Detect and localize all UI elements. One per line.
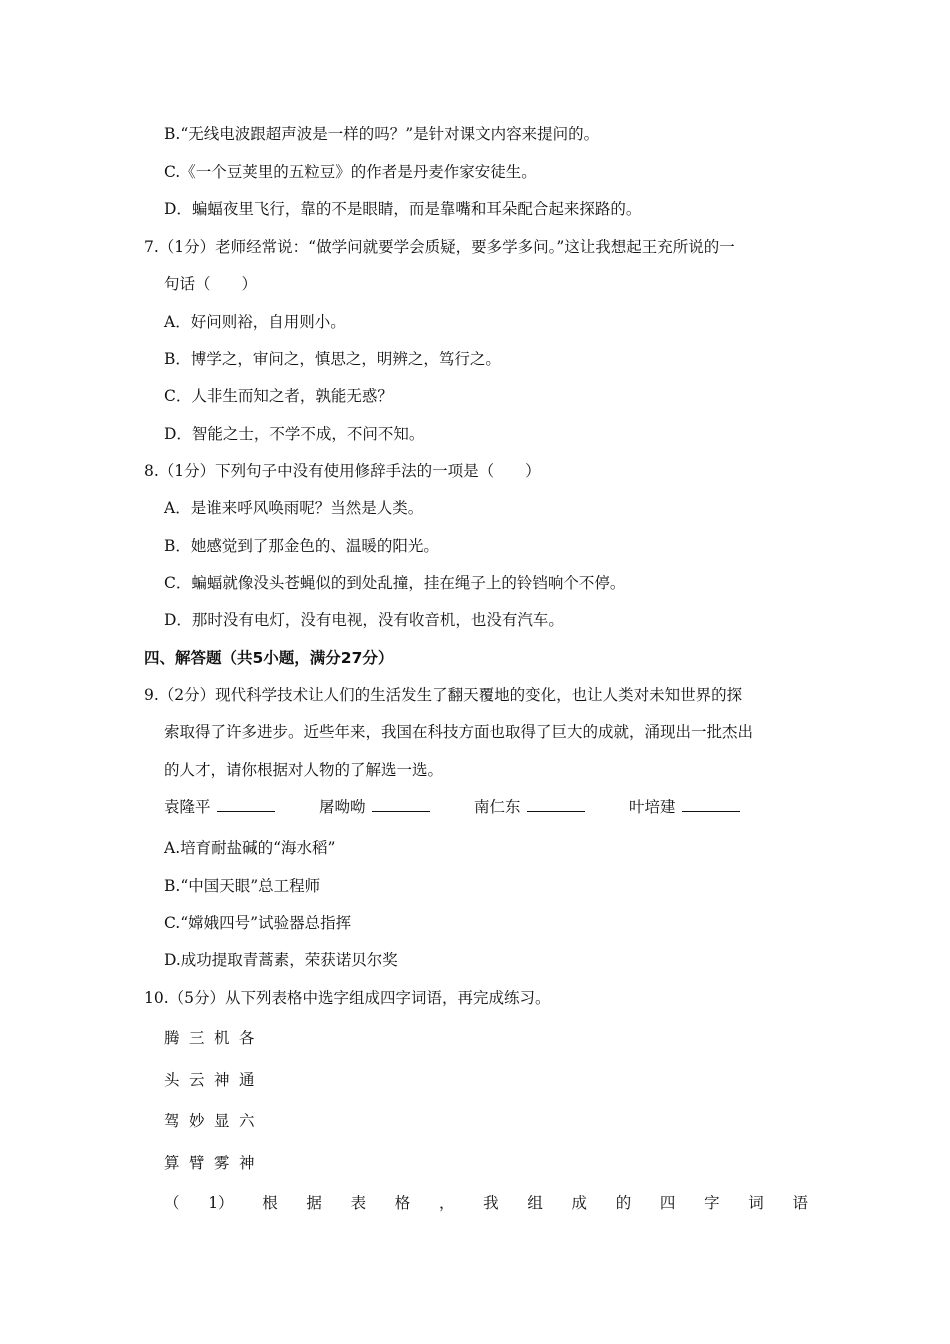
grid-char: 云 — [189, 1071, 205, 1089]
grid-char: 雾 — [214, 1154, 230, 1172]
grid-char: 机 — [214, 1029, 230, 1047]
grid-char: 算 — [164, 1154, 180, 1172]
q8-stem: 8.（1分）下列句子中没有使用修辞手法的一项是（ ） — [144, 462, 541, 480]
grid-char: 驾 — [164, 1112, 180, 1130]
person-name: 叶培建 — [629, 798, 676, 816]
sub1-char: 我 — [483, 1194, 499, 1212]
character-grid-row — [164, 1111, 264, 1131]
character-grid-row — [164, 1153, 264, 1173]
q8-option-c: C．蝙蝠就像没头苍蝇似的到处乱撞，挂在绳子上的铃铛响个不停。 — [164, 574, 626, 592]
q10-stem: 10.（5分）从下列表格中选字组成四字词语，再完成练习。 — [144, 989, 551, 1007]
q9-name-item — [474, 797, 629, 817]
sub1-char: （ — [164, 1194, 180, 1212]
q9-name-row — [164, 797, 784, 817]
q9-stem-line3: 的人才，请你根据对人物的了解选一选。 — [164, 761, 444, 779]
grid-char: 神 — [214, 1071, 230, 1089]
sub1-char: 词 — [748, 1194, 764, 1212]
q9-name-item — [319, 797, 474, 817]
q7-option-c: C．人非生而知之者，孰能无惑？ — [164, 387, 393, 405]
character-grid-row — [164, 1070, 264, 1090]
q9-stem-line2: 索取得了许多进步。近些年来，我国在科技方面也取得了巨大的成就，涌现出一批杰出 — [164, 723, 754, 741]
grid-char: 神 — [239, 1154, 255, 1172]
q6-option-c: C.《一个豆荚里的五粒豆》的作者是丹麦作家安徒生。 — [164, 163, 537, 181]
q9-name-item — [629, 797, 784, 817]
q10-sub1-line — [164, 1193, 808, 1213]
q9-option-b: B.“中国天眼”总工程师 — [164, 877, 321, 895]
q9-option-a: A.培育耐盐碱的“海水稻” — [164, 839, 336, 857]
grid-char: 腾 — [164, 1029, 180, 1047]
q8-option-b: B．她感觉到了那金色的、温暖的阳光。 — [164, 537, 439, 555]
answer-blank[interactable] — [682, 797, 740, 812]
q7-option-b: B．博学之，审问之，慎思之，明辨之，笃行之。 — [164, 350, 501, 368]
person-name: 南仁东 — [474, 798, 521, 816]
sub1-char: 表 — [350, 1194, 367, 1212]
grid-char: 通 — [239, 1071, 255, 1089]
answer-blank[interactable] — [372, 797, 430, 812]
sub1-char: 四 — [659, 1194, 676, 1212]
sub1-char: 字 — [704, 1194, 720, 1212]
q6-option-d: D．蝙蝠夜里飞行，靠的不是眼睛，而是靠嘴和耳朵配合起来探路的。 — [164, 200, 642, 218]
q9-stem-line1: 9.（2分）现代科学技术让人们的生活发生了翻天覆地的变化，也让人类对未知世界的探 — [144, 686, 743, 704]
grid-char: 头 — [164, 1071, 180, 1089]
answer-blank[interactable] — [217, 797, 275, 812]
q9-option-d: D.成功提取青蒿素，荣获诺贝尔奖 — [164, 951, 398, 969]
grid-char: 三 — [189, 1029, 205, 1047]
grid-char: 妙 — [189, 1112, 205, 1130]
sub1-char: 成 — [571, 1194, 588, 1212]
sub1-char: 的 — [615, 1194, 632, 1212]
grid-char: 六 — [239, 1112, 255, 1130]
grid-char: 臂 — [189, 1154, 205, 1172]
q7-option-d: D．智能之士，不学不成，不问不知。 — [164, 425, 425, 443]
sub1-char: 据 — [306, 1194, 322, 1212]
q7-stem-line1: 7.（1分）老师经常说：“做学问就要学会质疑，要多学多问。”这让我想起王充所说的一 — [144, 238, 735, 256]
q7-stem-line2: 句话（ ） — [164, 275, 258, 293]
sub1-char: ， — [438, 1194, 455, 1212]
grid-char: 显 — [214, 1112, 230, 1130]
q9-name-item — [164, 797, 319, 817]
grid-char: 各 — [239, 1029, 255, 1047]
sub1-char: 根 — [262, 1194, 278, 1212]
sub1-char: 组 — [527, 1194, 543, 1212]
sub1-char: 语 — [792, 1194, 808, 1212]
sub1-char: 格 — [394, 1194, 411, 1212]
q7-option-a: A．好问则裕，自用则小。 — [164, 313, 346, 331]
person-name: 屠呦呦 — [319, 798, 366, 816]
section-heading: 四、解答题（共5小题，满分27分） — [144, 649, 394, 667]
q8-option-a: A．是谁来呼风唤雨呢？当然是人类。 — [164, 499, 424, 517]
q8-option-d: D．那时没有电灯，没有电视，没有收音机，也没有汽车。 — [164, 611, 564, 629]
character-grid-row — [164, 1028, 264, 1048]
answer-blank[interactable] — [527, 797, 585, 812]
q6-option-b: B.“无线电波跟超声波是一样的吗？”是针对课文内容来提问的。 — [164, 125, 600, 143]
sub1-char: 1） — [208, 1194, 234, 1212]
person-name: 袁隆平 — [164, 798, 211, 816]
q9-option-c: C.“嫦娥四号”试验器总指挥 — [164, 914, 352, 932]
